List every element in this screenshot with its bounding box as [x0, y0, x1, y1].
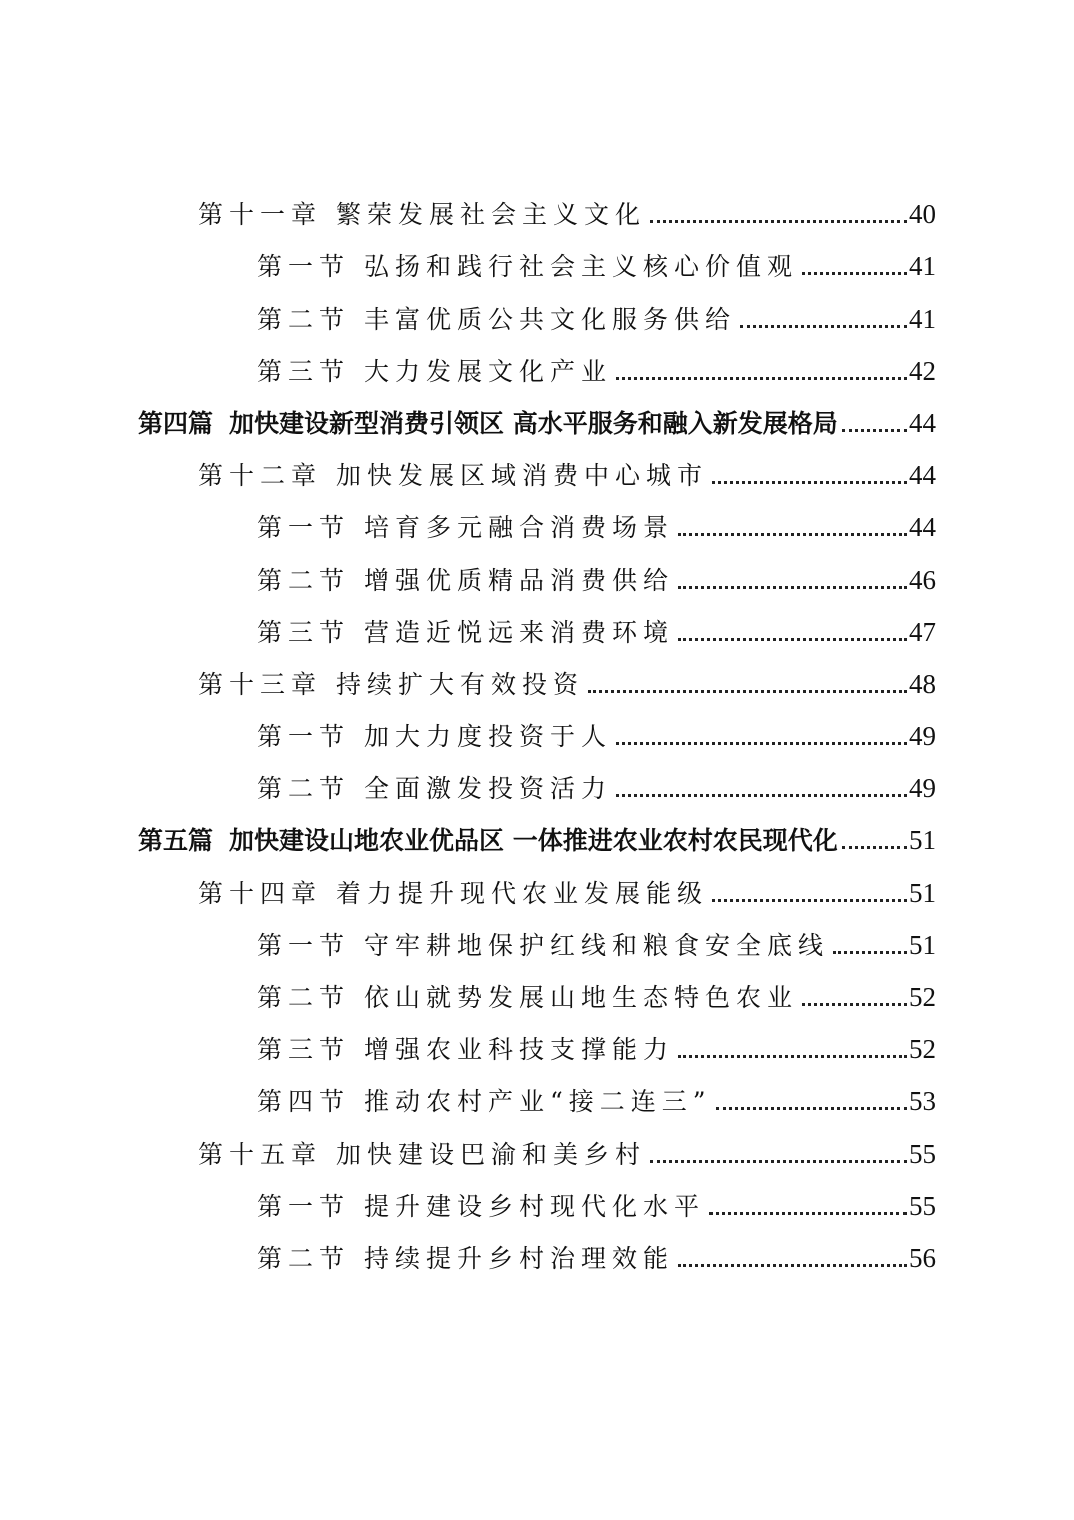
toc-label: 第三节 — [257, 356, 351, 386]
toc-page-number: 51 — [909, 929, 936, 960]
toc-chapter-12[interactable] — [0, 454, 1074, 506]
toc-title: 丰富优质公共文化服务供给 — [364, 304, 737, 334]
dot-leader — [678, 1264, 907, 1267]
toc-label: 第二节 — [257, 1243, 351, 1273]
toc-title: 着力提升现代农业发展能级 — [336, 878, 709, 908]
dot-leader — [833, 951, 907, 954]
toc-page-number: 40 — [909, 199, 936, 230]
dot-leader — [740, 325, 907, 328]
toc-title: 弘扬和践行社会主义核心价值观 — [364, 252, 799, 282]
dot-leader — [842, 846, 907, 849]
toc-line — [257, 769, 936, 805]
dot-leader — [802, 272, 907, 275]
toc-title: 持续扩大有效投资 — [336, 669, 585, 699]
toc-section[interactable] — [0, 1080, 1074, 1132]
toc-title: 增强优质精品消费供给 — [364, 565, 675, 595]
toc-title: 守牢耕地保护红线和粮食安全底线 — [364, 930, 830, 960]
dot-leader — [709, 1212, 907, 1215]
toc-section[interactable] — [0, 611, 1074, 663]
toc-line — [257, 1239, 936, 1275]
toc-section[interactable] — [0, 767, 1074, 819]
toc-page-number: 44 — [909, 407, 936, 438]
toc-title: 大力发展文化产业 — [364, 356, 613, 386]
dot-leader — [616, 742, 907, 745]
toc-page-number: 48 — [909, 668, 936, 699]
dot-leader — [802, 1003, 907, 1006]
toc-label: 第三节 — [257, 1035, 351, 1065]
toc-page-number: 46 — [909, 564, 936, 595]
toc-title: 加大力度投资于人 — [364, 722, 613, 752]
dot-leader — [650, 220, 907, 223]
toc-label: 第二节 — [257, 774, 351, 804]
toc-title: 增强农业科技支撑能力 — [364, 1035, 675, 1065]
dot-leader — [712, 899, 907, 902]
toc-label: 第十四章 — [198, 878, 323, 908]
toc-label: 第五篇 — [138, 826, 214, 856]
toc-chapter-13[interactable] — [0, 663, 1074, 715]
toc-line — [198, 456, 936, 492]
toc-line — [257, 247, 936, 283]
toc-page-number: 41 — [909, 303, 936, 334]
toc-title: 持续提升乡村治理效能 — [364, 1243, 675, 1273]
toc-line — [138, 404, 936, 440]
toc-page-number: 49 — [909, 721, 936, 752]
toc-chapter-15[interactable] — [0, 1132, 1074, 1184]
toc-line — [257, 352, 936, 388]
toc-title: 全面激发投资活力 — [364, 774, 613, 804]
toc-section[interactable] — [0, 245, 1074, 297]
toc-page-number: 44 — [909, 512, 936, 543]
toc-section[interactable] — [0, 924, 1074, 976]
toc-line — [257, 1187, 936, 1223]
toc-line — [257, 1082, 936, 1118]
toc-title: 提升建设乡村现代化水平 — [364, 1191, 706, 1221]
toc-section[interactable] — [0, 1185, 1074, 1237]
toc-line — [198, 665, 936, 701]
toc-label: 第四篇 — [138, 408, 214, 438]
toc-page-number: 47 — [909, 616, 936, 647]
toc-section[interactable] — [0, 976, 1074, 1028]
toc-line — [138, 821, 936, 857]
toc-page-number: 55 — [909, 1138, 936, 1169]
toc-page-number: 53 — [909, 1086, 936, 1117]
toc-page-number: 51 — [909, 877, 936, 908]
toc-line — [198, 1135, 936, 1171]
toc-page-number: 56 — [909, 1242, 936, 1273]
dot-leader — [650, 1160, 907, 1163]
toc-label: 第二节 — [257, 565, 351, 595]
toc-title: 加快发展区域消费中心城市 — [336, 461, 709, 491]
toc-label: 第十三章 — [198, 669, 323, 699]
toc-section[interactable] — [0, 715, 1074, 767]
toc-chapter-14[interactable] — [0, 871, 1074, 923]
dot-leader — [716, 1107, 907, 1110]
toc-label: 第一节 — [257, 1191, 351, 1221]
toc-section[interactable] — [0, 297, 1074, 349]
toc-title: 加快建设新型消费引领区 高水平服务和融入新发展格局 — [229, 408, 838, 438]
toc-label: 第一节 — [257, 513, 351, 543]
toc-title: 推动农村产业“接二连三” — [364, 1087, 712, 1117]
toc-chapter-11[interactable] — [0, 193, 1074, 245]
toc-page-number: 49 — [909, 773, 936, 804]
toc-section[interactable] — [0, 1028, 1074, 1080]
toc-title: 依山就势发展山地生态特色农业 — [364, 983, 799, 1012]
toc-label: 第二节 — [257, 304, 351, 334]
toc-label: 第十五章 — [198, 1139, 323, 1169]
toc-label: 第四节 — [257, 1087, 351, 1117]
toc-page-number: 51 — [909, 825, 936, 856]
dot-leader — [588, 690, 907, 693]
toc-section[interactable] — [0, 506, 1074, 558]
toc-title: 加快建设山地农业优品区 一体推进农业农村农民现代化 — [229, 826, 838, 856]
toc-line — [257, 926, 936, 962]
toc-section[interactable] — [0, 1237, 1074, 1289]
toc-label: 第三节 — [257, 617, 351, 647]
dot-leader — [678, 1055, 907, 1058]
toc-line — [257, 561, 936, 597]
toc-page-number: 52 — [909, 982, 936, 1012]
toc-part-4[interactable] — [0, 402, 1074, 454]
dot-leader — [616, 794, 907, 797]
dot-leader — [616, 377, 907, 380]
dot-leader — [678, 638, 907, 641]
toc-page-number: 44 — [909, 460, 936, 491]
toc-title: 繁荣发展社会主义文化 — [336, 200, 647, 230]
toc-label: 第一节 — [257, 930, 351, 960]
toc-line — [198, 874, 936, 910]
toc-line — [257, 1030, 936, 1066]
toc-line — [257, 978, 936, 1014]
toc-label: 第十一章 — [198, 200, 323, 230]
toc-title: 营造近悦远来消费环境 — [364, 617, 675, 647]
toc-title: 培育多元融合消费场景 — [364, 513, 675, 543]
dot-leader — [842, 429, 907, 432]
toc-label: 第十二章 — [198, 461, 323, 491]
toc-page-number: 55 — [909, 1190, 936, 1221]
dot-leader — [678, 586, 907, 589]
toc-page-number: 41 — [909, 251, 936, 282]
toc-title: 加快建设巴渝和美乡村 — [336, 1139, 647, 1169]
toc-line — [257, 300, 936, 336]
toc-label: 第一节 — [257, 722, 351, 752]
dot-leader — [712, 481, 907, 484]
toc-label: 第一节 — [257, 252, 351, 282]
toc-line — [257, 613, 936, 649]
toc-label: 第二节 — [257, 983, 351, 1012]
toc-page-number: 42 — [909, 355, 936, 386]
toc-line — [198, 195, 936, 231]
toc-line — [257, 717, 936, 753]
toc-section[interactable] — [0, 350, 1074, 402]
toc-page-number: 52 — [909, 1034, 936, 1065]
toc-line — [257, 508, 936, 544]
table-of-contents — [0, 193, 1074, 1289]
toc-section[interactable] — [0, 558, 1074, 610]
dot-leader — [678, 533, 907, 536]
toc-part-5[interactable] — [0, 819, 1074, 871]
